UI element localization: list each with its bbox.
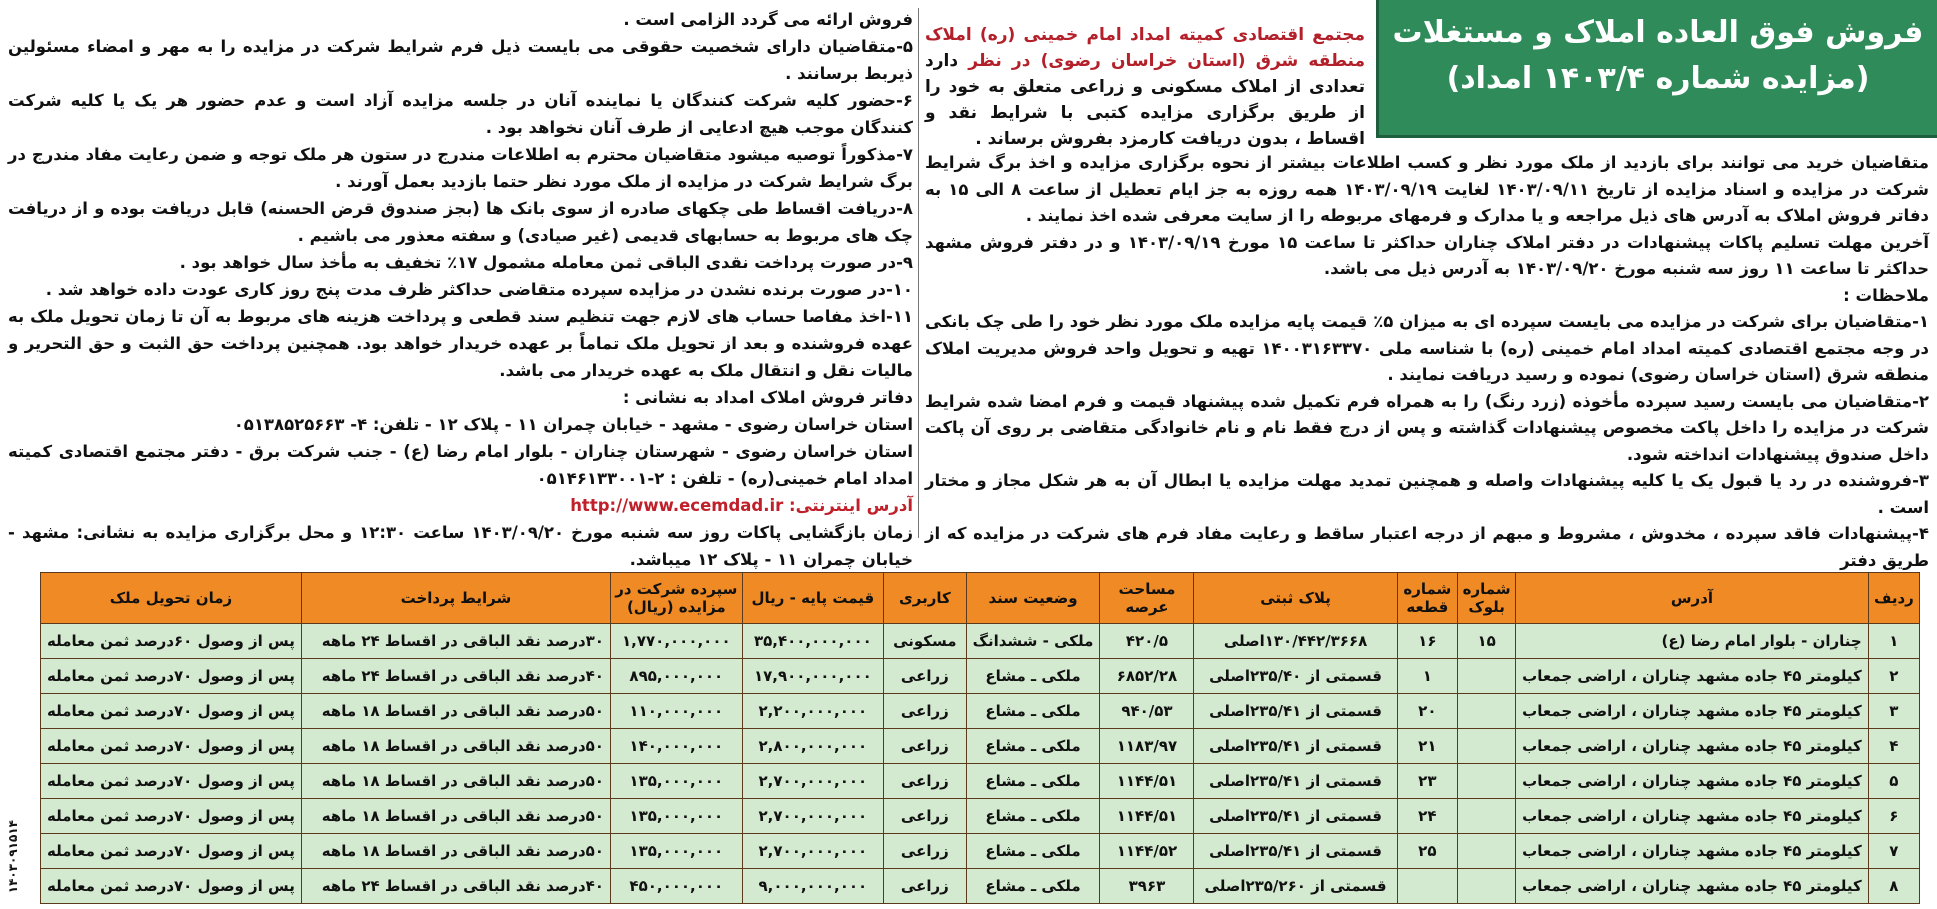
table-cell: پس از وصول ۷۰درصد ثمن معامله: [41, 834, 302, 869]
header-subtitle: (مزایده شماره ۱۴۰۳/۴ امداد): [1446, 61, 1870, 96]
table-row: [41, 694, 1920, 729]
table-cell: پس از وصول ۷۰درصد ثمن معامله: [41, 659, 302, 694]
table-cell: قسمتی از ۲۳۵/۴۱اصلی: [1194, 729, 1397, 764]
table-cell: ۲۴: [1397, 799, 1457, 834]
table-cell: [1458, 659, 1516, 694]
table-cell: ۴۰درصد نقد الباقی در اقساط ۲۴ ماهه: [301, 869, 610, 904]
table-cell: ملکی ـ مشاع: [966, 764, 1100, 799]
table-cell: ۵۰درصد نقد الباقی در اقساط ۱۸ ماهه: [301, 694, 610, 729]
table-cell: [1458, 694, 1516, 729]
table-cell: ۳۹۶۳: [1100, 869, 1194, 904]
table-cell: ۲۱: [1397, 729, 1457, 764]
table-cell: [1458, 729, 1516, 764]
table-cell: زراعی: [884, 729, 967, 764]
note-item: ۱-متقاضیان برای شرکت در مزایده می بایست سپرده ای به میزان ۵٪ قیمت پایه مزایده ملک مورد نظر خود را طی چک بانکی در وجه مجتمع اقتصادی کمیته امداد امام خمینی (ره) با شناسه ملی ۱۴۰۰۳۱۶۳۳۷۰ تهیه و تحویل واحد فروش مدیریت املاک منطقه شرق (استان خراسان رضوی) نموده و رسید دریافت نمایند .: [925, 312, 1929, 384]
header-cell: شرایط پرداخت: [301, 573, 610, 624]
header-cell: وضعیت سند: [966, 573, 1100, 624]
note-item: ۲-متقاضیان می بایست رسید سپرده مأخوذه (زرد رنگ) را به همراه فرم تکمیل شده پیشنهاد قیمت و فرم امضا شده شرایط شرکت در مزایده را داخل پاکت مخصوص پیشنهادات گذاشته و پس از درج فقط نام و نام خانوادگی متقاضی بر روی آن پاکت داخل صندوق پیشنهادات انداخته شود.: [925, 391, 1929, 464]
note-item: ۴-پیشنهادات فاقد سپرده ، مخدوش ، مشروط و مبهم از درجه اعتبار ساقط و رعایت مفاد فرم های شرکت در مزایده که از طریق دفتر: [925, 524, 1929, 570]
table-cell: ۲۵: [1397, 834, 1457, 869]
table-cell: [1458, 799, 1516, 834]
header-cell: ردیف: [1868, 573, 1919, 624]
header-box: [1376, 0, 1937, 138]
table-cell: چناران - بلوار امام رضا (ع): [1516, 624, 1869, 659]
note-item: ۷-مذکوراً توصیه میشود متقاضیان محترم به اطلاعات مندرج در ستون هر ملک توجه و ضمن رعایت مفاد مندرج در برگ شرایط شرکت در مزایده از ملک مورد نظر حتما بازدید بعمل آورند .: [8, 145, 913, 191]
note-item: ۸-دریافت اقساط طی چکهای صادره از سوی بانک ها (بجز صندوق قرض الحسنه) قابل دریافت بوده و از دریافت چک های مربوط به حسابهای قدیمی (غیر صیادی) و سفته معذور می باشیم .: [8, 199, 913, 245]
table-cell: قسمتی از ۲۳۵/۲۶۰اصلی: [1194, 869, 1397, 904]
column-divider: [918, 8, 919, 538]
table-cell: ۴۵۰,۰۰۰,۰۰۰: [610, 869, 742, 904]
table-cell: ملکی - ششدانگ: [966, 624, 1100, 659]
table-cell: ۸۹۵,۰۰۰,۰۰۰: [610, 659, 742, 694]
intro-paragraph: [925, 22, 1365, 152]
table-cell: ۳۵,۴۰۰,۰۰۰,۰۰۰: [742, 624, 883, 659]
notes-heading: ملاحظات :: [1843, 285, 1929, 305]
table-cell: ۱۳۰/۴۴۲/۳۶۶۸اصلی: [1194, 624, 1397, 659]
table-cell: پس از وصول ۶۰درصد ثمن معامله: [41, 624, 302, 659]
note-item: ۵-متقاضیان دارای شخصیت حقوقی می بایست ذیل فرم شرایط شرکت در مزایده را به مهر و امضاء مسئولین ذیربط برسانند .: [8, 37, 913, 83]
table-cell: ۲: [1868, 659, 1919, 694]
table-cell: ۱۴۰,۰۰۰,۰۰۰: [610, 729, 742, 764]
table-cell: ۱۱۴۴/۵۲: [1100, 834, 1194, 869]
note-item: فروش ارائه می گردد الزامی است .: [623, 10, 913, 29]
header-title: فروش فوق العاده املاک و مستغلات: [1392, 15, 1924, 50]
body-paragraph: متقاضیان خرید می توانند برای بازدید از ملک مورد نظر و کسب اطلاعات بیشتر از نحوه برگزاری مزایده و اخذ برگ شرایط شرکت در مزایده و اسناد مزایده از تاریخ ۱۴۰۳/۰۹/۱۱ لغایت ۱۴۰۳/۰۹/۱۹ همه روزه به جز ایام تعطیل از ساعت ۸ الی ۱۵ به دفاتر فروش املاک به آدرس های ذیل مراجعه و یا مدارک و فرمهای مربوطه را از سایت معرفی شده اخذ نمایند .: [925, 153, 1929, 225]
table-cell: ۱۶: [1397, 624, 1457, 659]
table-cell: ۵۰درصد نقد الباقی در اقساط ۱۸ ماهه: [301, 764, 610, 799]
note-item: ۱۱-اخذ مفاصا حساب های لازم جهت تنظیم سند قطعی و پرداخت هزینه های مربوط به آن تا زمان تحویل ملک به عهده فروشنده و بعد از تحویل ملک تماماً بر عهده خریدار خواهد بود. همچنین پرداخت حق الثبت و حق التحریر و مالیات نقل و انتقال ملک به عهده خریدار می باشد.: [8, 307, 913, 380]
table-row: [41, 624, 1920, 659]
table-cell: ۱: [1397, 659, 1457, 694]
table-row: [41, 729, 1920, 764]
table-cell: کیلومتر ۴۵ جاده مشهد چناران ، اراضی جمعاب: [1516, 764, 1869, 799]
table-cell: زراعی: [884, 694, 967, 729]
table-cell: پس از وصول ۷۰درصد ثمن معامله: [41, 799, 302, 834]
table-cell: ۲,۸۰۰,۰۰۰,۰۰۰: [742, 729, 883, 764]
table-cell: ۱۱۰,۰۰۰,۰۰۰: [610, 694, 742, 729]
table-cell: ملکی ـ مشاع: [966, 799, 1100, 834]
table-cell: ۵۰درصد نقد الباقی در اقساط ۱۸ ماهه: [301, 729, 610, 764]
organization-name: مجتمع اقتصادی کمیته امداد امام خمینی (ره) املاک منطقه شرق (استان خراسان رضوی) در نظر: [925, 25, 1365, 71]
table-cell: قسمتی از ۲۳۵/۴۱اصلی: [1194, 764, 1397, 799]
body-left-column: [8, 6, 913, 573]
table-cell: قسمتی از ۲۳۵/۴۱اصلی: [1194, 694, 1397, 729]
table-cell: ۴۰درصد نقد الباقی در اقساط ۲۴ ماهه: [301, 659, 610, 694]
table-row: [41, 869, 1920, 904]
table-cell: ۹,۰۰۰,۰۰۰,۰۰۰: [742, 869, 883, 904]
note-item: ۱۰-در صورت برنده نشدن در مزایده سپرده متقاضی حداکثر ظرف مدت پنج روز کاری عودت داده خواهد شد .: [45, 280, 913, 299]
header-cell: پلاک ثبتی: [1194, 573, 1397, 624]
note-item: ۳-فروشنده در رد یا قبول یک یا کلیه پیشنهادات واصله و همچنین تمدید مهلت مزایده یا ابطال آن به هر شکل مجاز و مختار است .: [925, 471, 1929, 517]
note-item: ۹-در صورت پرداخت نقدی الباقی ثمن معامله مشمول ۱۷٪ تخفیف به مأخذ سال خواهد بود .: [179, 253, 913, 272]
table-cell: ۱۱۴۴/۵۱: [1100, 799, 1194, 834]
table-cell: ملکی ـ مشاع: [966, 729, 1100, 764]
table-cell: ۱۵: [1458, 624, 1516, 659]
table-cell: ۳: [1868, 694, 1919, 729]
table-cell: ۲,۲۰۰,۰۰۰,۰۰۰: [742, 694, 883, 729]
table-cell: ۱: [1868, 624, 1919, 659]
table-cell: پس از وصول ۷۰درصد ثمن معامله: [41, 764, 302, 799]
table-cell: قسمتی از ۲۳۵/۴۱اصلی: [1194, 799, 1397, 834]
table-cell: پس از وصول ۷۰درصد ثمن معامله: [41, 729, 302, 764]
table-cell: ۲,۷۰۰,۰۰۰,۰۰۰: [742, 834, 883, 869]
website-link[interactable]: http://www.ecemdad.ir: [570, 496, 784, 515]
header-cell: شماره بلوک: [1458, 573, 1516, 624]
table-cell: قسمتی از ۲۳۵/۴۰اصلی: [1194, 659, 1397, 694]
table-cell: کیلومتر ۴۵ جاده مشهد چناران ، اراضی جمعاب: [1516, 729, 1869, 764]
header-cell: شماره قطعه: [1397, 573, 1457, 624]
table-cell: [1458, 764, 1516, 799]
table-cell: کیلومتر ۴۵ جاده مشهد چناران ، اراضی جمعاب: [1516, 799, 1869, 834]
body-right-column: [925, 150, 1929, 574]
table-cell: ملکی ـ مشاع: [966, 834, 1100, 869]
table-cell: ۱۱۴۴/۵۱: [1100, 764, 1194, 799]
header-cell: مساحت عرصه: [1100, 573, 1194, 624]
header-cell: کاربری: [884, 573, 967, 624]
table-cell: ۲۳: [1397, 764, 1457, 799]
side-code: ۱۴۰۳۰۹۱۵۱۴: [6, 820, 20, 894]
table-cell: کیلومتر ۴۵ جاده مشهد چناران ، اراضی جمعاب: [1516, 659, 1869, 694]
table-cell: ۱۷,۹۰۰,۰۰۰,۰۰۰: [742, 659, 883, 694]
table-body: [41, 624, 1920, 904]
website-line: [8, 492, 913, 519]
offices-heading: دفاتر فروش املاک امداد به نشانی :: [622, 388, 913, 407]
table-cell: زراعی: [884, 869, 967, 904]
table-cell: ۷: [1868, 834, 1919, 869]
table-cell: ۶: [1868, 799, 1919, 834]
table-cell: پس از وصول ۷۰درصد ثمن معامله: [41, 869, 302, 904]
note-item: ۶-حضور کلیه شرکت کنندگان یا نماینده آنان در جلسه مزایده آزاد است و عدم حضور هر یک یا کلیه شرکت کنندگان موجب هیچ ادعایی از طرف آنان نخواهد بود .: [8, 91, 913, 137]
table-cell: ۵: [1868, 764, 1919, 799]
table-cell: کیلومتر ۴۵ جاده مشهد چناران ، اراضی جمعاب: [1516, 694, 1869, 729]
table-cell: ۱۳۵,۰۰۰,۰۰۰: [610, 834, 742, 869]
properties-table-wrap: [40, 572, 1920, 904]
table-cell: ۶۸۵۲/۲۸: [1100, 659, 1194, 694]
table-cell: مسکونی: [884, 624, 967, 659]
table-cell: زراعی: [884, 834, 967, 869]
table-cell: [1458, 834, 1516, 869]
table-cell: ۲۰: [1397, 694, 1457, 729]
table-cell: ۴۲۰/۵: [1100, 624, 1194, 659]
website-label: آدرس اینترنتی:: [789, 496, 913, 515]
opening-note: زمان بازگشایی پاکات روز سه شنبه مورخ ۱۴۰۳/۰۹/۲۰ ساعت ۱۲:۳۰ و محل برگزاری مزایده به نشانی: مشهد - خیابان چمران ۱۱ - پلاک ۱۲ میباشد.: [8, 523, 913, 569]
table-cell: ۵۰درصد نقد الباقی در اقساط ۱۸ ماهه: [301, 834, 610, 869]
header-cell: زمان تحویل ملک: [41, 573, 302, 624]
table-cell: زراعی: [884, 764, 967, 799]
table-cell: زراعی: [884, 659, 967, 694]
intro-text: دارد تعدادی از املاک مسکونی و زراعی متعلق به خود را از طریق برگزاری مزایده کتبی با شرایط نقد و اقساط ، بدون دریافت کارمزد بفروش برساند .: [925, 51, 1365, 149]
table-row: [41, 834, 1920, 869]
table-cell: ملکی ـ مشاع: [966, 694, 1100, 729]
table-row: [41, 799, 1920, 834]
header-cell: آدرس: [1516, 573, 1869, 624]
table-cell: ۳۰درصد نقد الباقی در اقساط ۲۴ ماهه: [301, 624, 610, 659]
table-row: [41, 764, 1920, 799]
properties-table: [40, 572, 1920, 904]
body-paragraph: آخرین مهلت تسلیم پاکات پیشنهادات در دفتر املاک چناران حداکثر تا ساعت ۱۵ مورخ ۱۴۰۳/۰۹/۱۹ و در دفتر فروش مشهد حداکثر تا ساعت ۱۱ روز سه شنبه مورخ ۱۴۰۳/۰۹/۲۰ به آدرس ذیل می باشد.: [925, 232, 1929, 278]
table-cell: ۱,۷۷۰,۰۰۰,۰۰۰: [610, 624, 742, 659]
table-cell: زراعی: [884, 799, 967, 834]
table-row: [41, 659, 1920, 694]
table-cell: ملکی ـ مشاع: [966, 659, 1100, 694]
table-cell: ۹۴۰/۵۳: [1100, 694, 1194, 729]
table-cell: کیلومتر ۴۵ جاده مشهد چناران ، اراضی جمعاب: [1516, 834, 1869, 869]
table-cell: پس از وصول ۷۰درصد ثمن معامله: [41, 694, 302, 729]
table-cell: ملکی ـ مشاع: [966, 869, 1100, 904]
header-cell: سپرده شرکت در مزایده (ریال): [610, 573, 742, 624]
table-cell: ۵۰درصد نقد الباقی در اقساط ۱۸ ماهه: [301, 799, 610, 834]
table-cell: ۸: [1868, 869, 1919, 904]
table-cell: ۱۱۸۳/۹۷: [1100, 729, 1194, 764]
office-address: استان خراسان رضوی - شهرستان چناران - بلوار امام رضا (ع) - جنب شرکت برق - دفتر مجتمع اقتصادی کمیته امداد امام خمینی(ره) - تلفن : ۲-۰۵۱۴۶۱۳۳۰۰۱: [8, 442, 913, 488]
table-cell: ۲,۷۰۰,۰۰۰,۰۰۰: [742, 764, 883, 799]
office-address: استان خراسان رضوی - مشهد - خیابان چمران ۱۱ - پلاک ۱۲ - تلفن: ۴- ۰۵۱۳۸۵۲۵۶۶۳: [233, 415, 913, 434]
table-cell: ۱۳۵,۰۰۰,۰۰۰: [610, 764, 742, 799]
table-cell: ۲,۷۰۰,۰۰۰,۰۰۰: [742, 799, 883, 834]
table-cell: [1397, 869, 1457, 904]
table-cell: قسمتی از ۲۳۵/۴۱اصلی: [1194, 834, 1397, 869]
table-header-row: [41, 573, 1920, 624]
table-cell: [1458, 869, 1516, 904]
header-cell: قیمت پایه - ریال: [742, 573, 883, 624]
table-cell: ۴: [1868, 729, 1919, 764]
table-cell: ۱۳۵,۰۰۰,۰۰۰: [610, 799, 742, 834]
table-cell: کیلومتر ۴۵ جاده مشهد چناران ، اراضی جمعاب: [1516, 869, 1869, 904]
